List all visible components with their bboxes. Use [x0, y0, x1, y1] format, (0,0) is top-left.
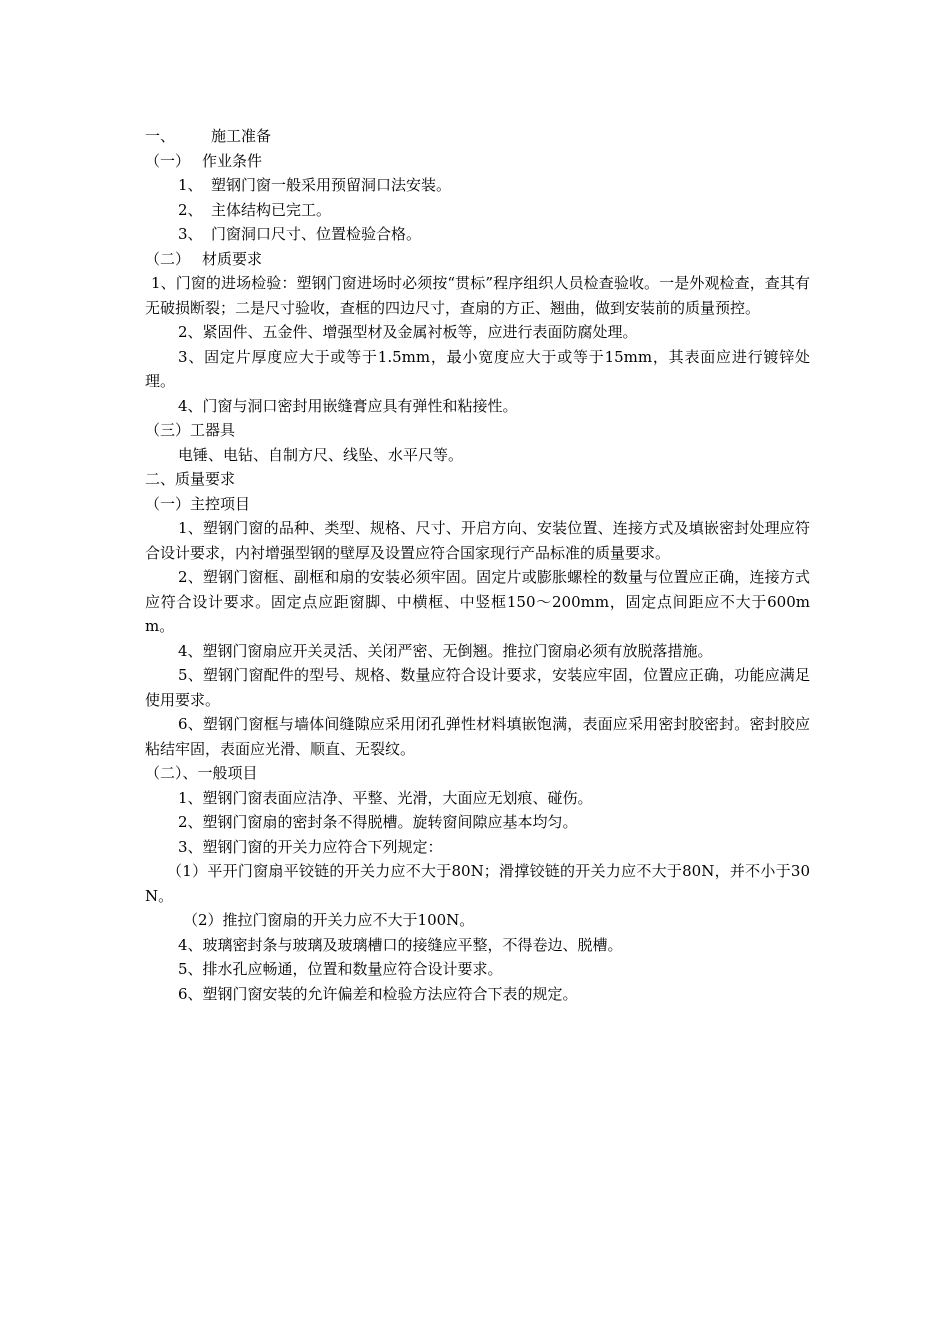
- paragraph: 3、塑钢门窗的开关力应符合下列规定：: [178, 837, 443, 856]
- paragraph: 1、门窗的进场检验：塑钢门窗进场时必须按“贯标”程序组织人员检查验收。一是外观检查，查其有无破损断裂；二是尺寸验收，查框的四边尺寸，查扇的方正、翘曲，做到安装前的质量预控。: [145, 274, 810, 317]
- paragraph: 4、门窗与洞口密封用嵌缝膏应具有弹性和粘接性。: [178, 396, 518, 415]
- subsection-title: 作业条件: [202, 151, 263, 170]
- paragraph: 电锤、电钻、自制方尺、线坠、水平尺等。: [178, 445, 464, 464]
- document-page: [145, 124, 810, 1006]
- section-number: 一、: [145, 127, 176, 145]
- subsection-heading-general-items: （二）、一般项目: [145, 764, 258, 782]
- paragraph: 6、塑钢门窗框与墙体间缝隙应采用闭孔弹性材料填嵌饱满，表面应采用密封胶密封。密封胶应粘结牢固，表面应光滑、顺直、无裂纹。: [145, 715, 810, 758]
- paragraph: （2）推拉门窗扇的开关力应不大于100N。: [183, 911, 475, 929]
- section-heading-1: [145, 124, 810, 149]
- paragraph: 1、塑钢门窗的品种、类型、规格、尺寸、开启方向、安装位置、连接方式及填嵌密封处理应符合设计要求，内衬增强型钢的壁厚及设置应符合国家现行产品标准的质量要求。: [145, 519, 810, 562]
- paragraph: 4、塑钢门窗扇应开关灵活、关闭严密、无倒翘。推拉门窗扇必须有放脱落措施。: [178, 641, 713, 660]
- list-item: 2、 主体结构已完工。: [178, 200, 332, 219]
- subsection-heading-work-conditions: [145, 149, 810, 174]
- paragraph: （1）平开门窗扇平铰链的开关力应不大于80N；滑撑铰链的开关力应不大于80N，并不小于30N。: [145, 862, 810, 905]
- section-heading-2: 二、质量要求: [145, 470, 236, 488]
- paragraph: 2、紧固件、五金件、增强型材及金属衬板等，应进行表面防腐处理。: [178, 323, 638, 341]
- subsection-title: 材质要求: [202, 249, 263, 268]
- paragraph: 6、塑钢门窗安装的允许偏差和检验方法应符合下表的规定。: [178, 984, 578, 1003]
- paragraph: 5、排水孔应畅通，位置和数量应符合设计要求。: [178, 960, 503, 978]
- subsection-heading-tools: （三）工器具: [145, 421, 236, 439]
- subsection-heading-main-items: （一）主控项目: [145, 494, 251, 513]
- paragraph: 5、塑钢门窗配件的型号、规格、数量应符合设计要求，安装应牢固，位置应正确，功能应满足使用要求。: [145, 666, 810, 709]
- subsection-number: （二）: [145, 249, 191, 268]
- subsection-number: （一）: [145, 151, 191, 170]
- paragraph: 3、固定片厚度应大于或等于1.5mm，最小宽度应大于或等于15mm，其表面应进行镀锌处理。: [145, 347, 810, 390]
- paragraph: 1、塑钢门窗表面应洁净、平整、光滑，大面应无划痕、碰伤。: [178, 788, 593, 807]
- subsection-heading-materials: [145, 247, 810, 272]
- paragraph: 4、玻璃密封条与玻璃及玻璃槽口的接缝应平整，不得卷边、脱槽。: [178, 935, 623, 954]
- paragraph: 2、塑钢门窗框、副框和扇的安装必须牢固。固定片或膨胀螺栓的数量与位置应正确，连接方式应符合设计要求。固定点应距窗脚、中横框、中竖框150～200mm，固定点间距应不大于600mm。: [145, 568, 810, 635]
- list-item: 1、 塑钢门窗一般采用预留洞口法安装。: [178, 176, 452, 194]
- section-title: 施工准备: [211, 127, 272, 145]
- paragraph: 2、塑钢门窗扇的密封条不得脱槽。旋转窗间隙应基本均匀。: [178, 813, 578, 831]
- list-item: 3、 门窗洞口尺寸、位置检验合格。: [178, 225, 422, 243]
